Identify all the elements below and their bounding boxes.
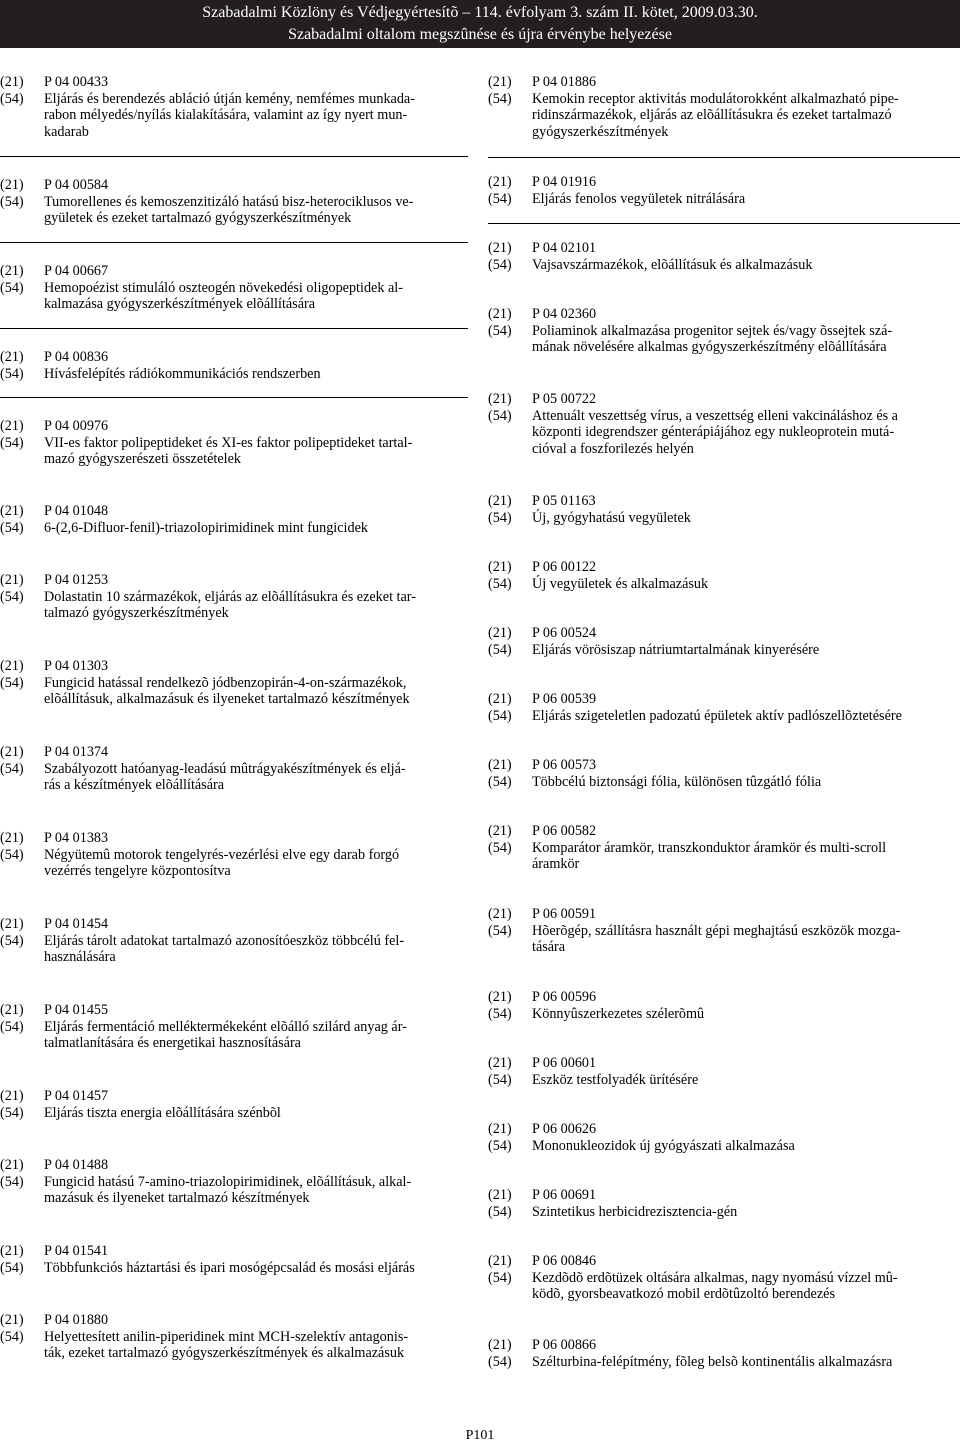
invention-title-line: mazó gyógyszerészeti összetételek [44,451,241,467]
invention-title-line: ridinszármazékok, eljárás az elõállításukra és ezeket tartalmazó [532,107,892,123]
patent-entry [0,503,472,536]
field-code-21: (21) [0,830,24,846]
application-number: P 06 00582 [532,823,597,839]
field-code-54: (54) [0,193,24,210]
invention-title-line: Hívásfelépítés rádiókommunikációs rendszerben [44,365,321,382]
application-number: P 04 00433 [44,74,109,90]
field-code-54: (54) [0,1173,24,1190]
invention-title-line: kalmazása gyógyszerkészítmények elõállítására [44,296,316,312]
field-code-21: (21) [488,493,512,509]
invention-title-line: tására [532,939,566,955]
invention-title-line: Többfunkciós háztartási és ipari mosógépcsalád és mosási eljárás [44,1259,415,1276]
patent-entry [488,625,960,658]
application-number: P 04 01488 [44,1157,109,1173]
application-number: P 06 00596 [532,989,597,1005]
invention-title-line: VII-es faktor polipeptideket és XI-es faktor polipeptideket tartal- [44,434,413,451]
patent-entry [0,916,472,966]
invention-title-line: talmazó gyógyszerkészítmények [44,605,229,621]
invention-title-line: gyógyszerkészítmények [532,123,669,140]
invention-title-line: Tumorellenes és kemoszenzitizáló hatású bisz-heterociklusos ve- [44,193,414,210]
field-code-54: (54) [488,1137,512,1154]
application-number: P 04 01374 [44,744,109,760]
patent-entry [488,559,960,592]
invention-title-line: Hõerõgép, szállításra használt gépi meghajtású eszközök mozga- [532,922,901,939]
invention-title-line: ködõ, gyorsbeavatkozó mobil erdõtûzoltó berendezés [532,1286,835,1302]
invention-title-line: Eljárás és berendezés abláció útján kemény, nemfémes munkada- [44,90,415,107]
field-code-54: (54) [0,1018,24,1035]
application-number: P 06 00691 [532,1187,597,1203]
field-code-21: (21) [0,74,24,90]
application-number: P 04 00584 [44,177,109,193]
invention-title-line: Mononukleozidok új gyógyászati alkalmazása [532,1137,795,1154]
field-code-21: (21) [488,906,512,922]
application-number: P 04 00836 [44,349,109,365]
application-number: P 04 01880 [44,1312,109,1328]
invention-title-line: Könnyûszerkezetes szélerõmû [532,1005,705,1022]
field-code-21: (21) [0,1243,24,1259]
invention-title-line: Eljárás tárolt adatokat tartalmazó azonosítóeszköz többcélú fel- [44,932,405,949]
section-title: Szabadalmi oltalom megszûnése és újra érvénybe helyezése [0,22,960,48]
invention-title-line: Hemopoézist stimuláló oszteogén növekedési oligopeptidek al- [44,279,403,296]
patent-entry [0,1088,472,1121]
patent-entry [488,757,960,790]
invention-title-line: 6-(2,6-Difluor-fenil)-triazolopirimidinek mint fungicidek [44,519,368,536]
field-code-54: (54) [488,90,512,107]
field-code-54 [488,1286,532,1303]
field-code-21: (21) [488,174,512,190]
application-number: P 04 01303 [44,658,109,674]
field-code-54: (54) [488,1005,512,1022]
invention-title-line: ták, ezeket tartalmazó gyógyszerkészítmények és alkalmazásuk [44,1345,405,1361]
application-number: P 06 00524 [532,625,597,641]
field-code-54 [0,863,44,880]
invention-title-line: vezérrés tengelyre központosítva [44,863,231,879]
field-code-54: (54) [0,1328,24,1345]
field-code-54: (54) [0,90,24,107]
invention-title-line: Négyütemû motorok tengelyrés-vezérlési elve egy darab forgó [44,846,400,863]
application-number: P 04 01541 [44,1243,109,1259]
patent-entry [488,391,960,457]
invention-title-line: Attenuált veszettség vírus, a veszettség elleni vakcináláshoz és a [532,407,898,424]
application-number: P 06 00573 [532,757,597,773]
field-code-54 [0,210,44,227]
field-code-54: (54) [488,773,512,790]
field-code-54: (54) [0,279,24,296]
invention-title-line: Eljárás vörösiszap nátriumtartalmának kinyerésére [532,641,820,658]
field-code-54: (54) [0,1104,24,1121]
field-code-21: (21) [488,989,512,1005]
field-code-21: (21) [0,177,24,193]
separator-line [0,242,468,243]
field-code-54: (54) [0,434,24,451]
page-header [0,0,960,48]
field-code-54: (54) [488,190,512,207]
field-code-54: (54) [0,932,24,949]
invention-title-line: elõállításuk, alkalmazásuk és ilyeneket tartalmazó készítmények [44,691,410,707]
invention-title-line: mazásuk és ilyeneket tartalmazó készítmények [44,1190,310,1206]
patent-entry [0,1243,472,1276]
field-code-21: (21) [0,263,24,279]
invention-title-line: Eszköz testfolyadék ürítésére [532,1071,699,1088]
field-code-21: (21) [0,1312,24,1328]
field-code-21: (21) [488,757,512,773]
field-code-54: (54) [0,365,24,382]
invention-title-line: Szélturbina-felépítmény, fõleg belsõ kontinentális alkalmazásra [532,1353,893,1370]
field-code-54: (54) [488,1071,512,1088]
separator-line [488,223,960,224]
invention-title-line: rabon mélyedés/nyílás kialakítására, valamint az így nyert mun- [44,107,408,123]
patent-entry [488,1055,960,1088]
application-number: P 04 00976 [44,418,109,434]
field-code-54 [488,441,532,458]
field-code-54: (54) [488,922,512,939]
patent-entry [0,744,472,794]
application-number: P 06 00626 [532,1121,597,1137]
application-number: P 04 02101 [532,240,597,256]
field-code-54: (54) [488,1269,512,1286]
field-code-54: (54) [488,322,512,339]
application-number: P 04 01383 [44,830,109,846]
patent-entry [0,418,472,468]
field-code-54: (54) [0,519,24,536]
field-code-54: (54) [488,641,512,658]
patent-entry [488,1253,960,1303]
field-code-54: (54) [488,839,512,856]
invention-title-line: központi idegrendszer génterápiájához egy nukleoprotein mutá- [532,424,895,440]
invention-title-line: Dolastatin 10 származékok, eljárás az elõállításukra és ezeket tar- [44,588,416,605]
field-code-21: (21) [488,1253,512,1269]
field-code-54 [0,691,44,708]
field-code-54: (54) [0,674,24,691]
patent-entry [488,691,960,724]
patent-entry [488,989,960,1022]
invention-title-line: Vajsavszármazékok, elõállításuk és alkalmazásuk [532,256,813,273]
invention-title-line: Poliaminok alkalmazása progenitor sejtek és/vagy õssejtek szá- [532,322,893,339]
patent-entry [488,1121,960,1154]
invention-title-line: Szintetikus herbicidrezisztencia-gén [532,1203,738,1220]
invention-title-line: talmatlanítására és energetikai hasznosítására [44,1035,301,1051]
patent-entry [0,1002,472,1052]
patent-entry [488,306,960,356]
application-number: P 04 00667 [44,263,109,279]
separator-line [0,397,468,398]
field-code-54: (54) [0,846,24,863]
application-number: P 06 00846 [532,1253,597,1269]
invention-title-line: Többcélú biztonsági fólia, különösen tûzgátló fólia [532,773,822,790]
field-code-21: (21) [0,1088,24,1104]
patent-entry [488,906,960,956]
patent-entry [0,177,472,227]
application-number: P 04 01048 [44,503,109,519]
patent-entry [488,493,960,526]
patent-entry [488,174,960,207]
field-code-54: (54) [0,588,24,605]
field-code-54 [488,939,532,956]
field-code-54: (54) [488,575,512,592]
patent-entry [0,263,472,313]
application-number: P 04 02360 [532,306,597,322]
field-code-21: (21) [0,1002,24,1018]
invention-title-line: Helyettesített anilin-piperidinek mint MCH-szelektív antagonis- [44,1328,409,1345]
application-number: P 06 00539 [532,691,597,707]
field-code-54 [0,777,44,794]
field-code-54: (54) [488,1353,512,1370]
application-number: P 04 01455 [44,1002,109,1018]
journal-title: Szabadalmi Közlöny és Védjegyértesítõ – 114. évfolyam 3. szám II. kötet, 2009.03.30. [0,0,960,26]
separator-line [488,157,960,158]
separator-line [0,156,468,157]
patent-entry [488,240,960,273]
invention-title-line: Kezdõdõ erdõtüzek oltására alkalmas, nagy nyomású vízzel mû- [532,1269,898,1286]
field-code-54 [488,856,532,873]
invention-title-line: áramkör [532,856,580,872]
patent-entry [0,1157,472,1207]
invention-title-line: gyületek és ezeket tartalmazó gyógyszerkészítmények [44,210,352,226]
field-code-54 [488,339,532,356]
invention-title-line: Kemokin receptor aktivitás modulátorokként alkalmazható pipe- [532,90,899,107]
application-number: P 04 01454 [44,916,109,932]
field-code-21: (21) [488,74,512,90]
field-code-21: (21) [0,744,24,760]
invention-title-line: használására [44,949,116,965]
field-code-54 [0,124,44,141]
invention-title-line: Eljárás fenolos vegyületek nitrálására [532,190,746,207]
field-code-21: (21) [488,391,512,407]
patent-entry [0,1312,472,1362]
field-code-21: (21) [0,916,24,932]
field-code-54 [0,107,44,124]
field-code-54: (54) [488,256,512,273]
field-code-21: (21) [488,240,512,256]
field-code-21: (21) [0,503,24,519]
field-code-54 [488,124,532,141]
field-code-54 [0,296,44,313]
field-code-21: (21) [0,418,24,434]
invention-title-line: Szabályozott hatóanyag-leadású mûtrágyakészítmények és eljá- [44,760,406,777]
field-code-54: (54) [0,1259,24,1276]
application-number: P 06 00591 [532,906,597,922]
field-code-54 [0,1190,44,1207]
field-code-21: (21) [488,1055,512,1071]
application-number: P 06 00122 [532,559,597,575]
invention-title-line: Komparátor áramkör, transzkonduktor áramkör és multi-scroll [532,839,887,856]
field-code-54 [488,107,532,124]
field-code-54: (54) [488,1203,512,1220]
invention-title-line: rás a készítmények elõállítására [44,777,225,793]
field-code-21: (21) [488,1121,512,1137]
field-code-21: (21) [488,823,512,839]
application-number: P 06 00866 [532,1337,597,1353]
field-code-21: (21) [488,1337,512,1353]
field-code-54: (54) [488,707,512,724]
invention-title-line: Fungicid hatású 7-amino-triazolopirimidinek, elõállításuk, alkal- [44,1173,412,1190]
field-code-21: (21) [488,559,512,575]
patent-entry [0,658,472,708]
patent-entry [488,823,960,873]
patent-entry [0,830,472,880]
application-number: P 05 00722 [532,391,597,407]
field-code-21: (21) [0,658,24,674]
invention-title-line: mának növelésére alkalmas gyógyszerkészítmény elõállítására [532,339,887,355]
field-code-21: (21) [488,691,512,707]
application-number: P 06 00601 [532,1055,597,1071]
application-number: P 04 01253 [44,572,109,588]
field-code-54 [0,949,44,966]
field-code-21: (21) [0,572,24,588]
field-code-54: (54) [488,407,512,424]
field-code-21: (21) [488,306,512,322]
field-code-21: (21) [0,1157,24,1173]
invention-title-line: kadarab [44,123,89,140]
field-code-21: (21) [0,349,24,365]
field-code-21: (21) [488,625,512,641]
patent-entry [0,349,472,382]
field-code-54 [0,1035,44,1052]
application-number: P 05 01163 [532,493,596,509]
invention-title-line: Eljárás tiszta energia elõállítására szénbõl [44,1104,281,1121]
field-code-54: (54) [488,509,512,526]
application-number: P 04 01916 [532,174,597,190]
field-code-21: (21) [488,1187,512,1203]
field-code-54 [0,1345,44,1362]
application-number: P 04 01457 [44,1088,109,1104]
invention-title-line: Eljárás fermentáció melléktermékeként elõálló szilárd anyag ár- [44,1018,407,1035]
field-code-54: (54) [0,760,24,777]
invention-title-line: cióval a foszforilezés helyén [532,440,694,457]
page-number: P101 [465,1428,495,1443]
field-code-54 [488,424,532,441]
patent-entry [488,1337,960,1370]
invention-title-line: Új, gyógyhatású vegyületek [532,509,691,526]
invention-title-line: Eljárás szigeteletlen padozatú épületek aktív padlószellõztetésére [532,707,902,724]
patent-entry [488,74,960,140]
field-code-54 [0,451,44,468]
application-number: P 04 01886 [532,74,597,90]
patent-entry [0,74,472,140]
patent-entry [488,1187,960,1220]
field-code-54 [0,605,44,622]
invention-title-line: Új vegyületek és alkalmazásuk [532,575,709,592]
separator-line [0,328,468,329]
patent-entry [0,572,472,622]
invention-title-line: Fungicid hatással rendelkezõ jódbenzopirán-4-on-származékok, [44,674,407,691]
